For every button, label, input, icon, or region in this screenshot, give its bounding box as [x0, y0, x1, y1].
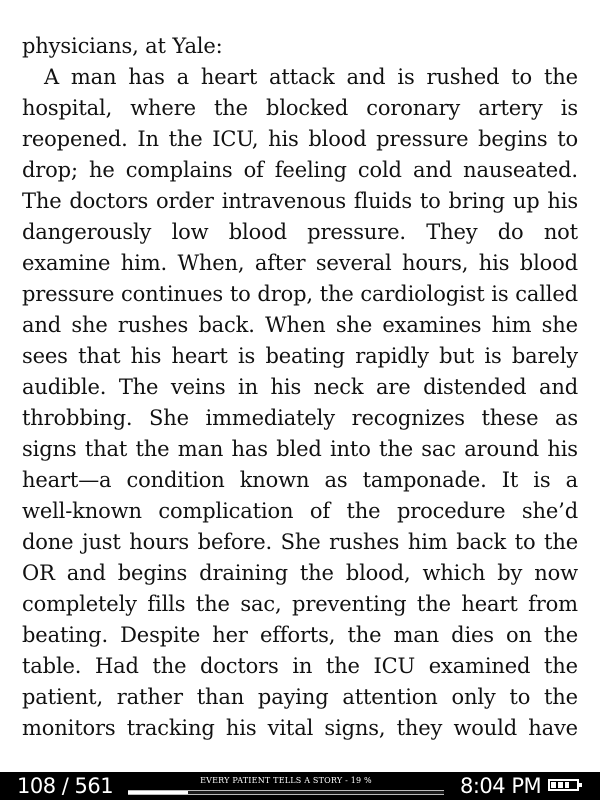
text-word: his	[478, 251, 510, 275]
text-word: heart	[461, 592, 518, 616]
text-word: Had	[94, 654, 139, 678]
text-word: around	[464, 437, 540, 461]
text-word: and	[538, 375, 578, 399]
text-line	[22, 651, 578, 682]
text-word: a	[565, 468, 578, 492]
text-word: rushes	[329, 530, 400, 554]
text-word: examined	[428, 654, 531, 678]
text-word: rushes	[117, 313, 189, 337]
text-word: sees	[22, 344, 68, 368]
text-line	[22, 124, 578, 155]
text-line	[22, 310, 578, 341]
text-line	[22, 465, 578, 496]
text-word: efforts,	[259, 623, 336, 647]
text-line	[22, 372, 578, 403]
text-word: artery	[478, 96, 543, 120]
text-word: the	[347, 623, 382, 647]
text-word: the	[325, 654, 360, 678]
text-word: vital	[267, 716, 314, 740]
text-line	[22, 713, 578, 744]
text-word: physicians, at Yale:	[22, 34, 223, 58]
text-word: procedure	[396, 499, 506, 523]
text-word: neck	[313, 375, 364, 399]
battery-icon	[548, 779, 579, 791]
text-word: the	[319, 282, 354, 306]
text-word: the	[168, 127, 203, 151]
text-word: is	[484, 344, 502, 368]
text-word: blood,	[345, 561, 411, 585]
status-bar	[0, 772, 600, 800]
text-word: would	[453, 716, 518, 740]
battery-cap	[579, 783, 582, 787]
text-word: ICU	[373, 654, 416, 678]
text-word: A	[44, 65, 60, 89]
text-word: man	[70, 65, 117, 89]
text-word: and	[66, 561, 106, 585]
text-word: have	[528, 716, 578, 740]
text-line	[22, 186, 578, 217]
text-word: the	[299, 561, 334, 585]
text-word: coronary	[366, 96, 461, 120]
text-word: signs	[22, 437, 77, 461]
text-word: the	[213, 96, 248, 120]
text-word: as	[324, 468, 348, 492]
page-text	[22, 31, 578, 744]
text-line	[22, 248, 578, 279]
text-line	[22, 527, 578, 558]
text-word: begins	[117, 561, 188, 585]
text-line	[22, 496, 578, 527]
text-word: well-known	[22, 499, 142, 523]
text-word: throbbing.	[22, 406, 133, 430]
text-word: beating.	[22, 623, 108, 647]
text-word: man	[177, 437, 224, 461]
text-word: tracking	[126, 716, 215, 740]
text-word: to	[229, 282, 251, 306]
text-word: When	[265, 313, 326, 337]
text-word: of	[309, 499, 330, 523]
text-word: is	[491, 282, 509, 306]
text-word: drop,	[257, 282, 313, 306]
text-word: the	[195, 592, 230, 616]
text-line	[22, 279, 578, 310]
text-line	[22, 217, 578, 248]
text-word: the	[544, 685, 578, 709]
text-word: dies	[451, 623, 494, 647]
text-word: signs,	[324, 716, 386, 740]
text-word: he	[89, 158, 115, 182]
text-word: to	[509, 685, 531, 709]
battery-cell	[558, 782, 563, 788]
battery-cell	[565, 782, 570, 788]
text-word: are	[376, 375, 411, 399]
text-word: the	[379, 437, 413, 461]
text-word: doctors	[69, 189, 149, 213]
text-word: has	[128, 65, 165, 89]
text-word: pressure	[22, 282, 115, 306]
text-word: to	[514, 530, 536, 554]
text-word: known	[239, 468, 310, 492]
progress-bar	[128, 790, 444, 795]
text-line	[22, 93, 578, 124]
battery-cell	[551, 782, 556, 788]
text-word: to	[419, 189, 441, 213]
text-word: sac,	[240, 592, 282, 616]
text-word: doctors	[199, 654, 279, 678]
text-word: rapidly	[355, 344, 429, 368]
text-word: blood	[519, 251, 578, 275]
text-word: his	[130, 344, 162, 368]
text-word: begins	[478, 127, 548, 151]
text-word: in	[292, 654, 313, 678]
text-word: before.	[197, 530, 273, 554]
text-word: draining	[199, 561, 288, 585]
text-line	[22, 403, 578, 434]
text-word: where	[130, 96, 196, 120]
text-word: done	[22, 530, 74, 554]
text-word: sac	[421, 437, 456, 461]
text-word: that	[84, 437, 128, 461]
text-word: reopened.	[22, 127, 128, 151]
text-word: from	[528, 592, 578, 616]
text-word: do	[497, 220, 524, 244]
text-word: audible.	[22, 375, 107, 399]
text-word: blood	[308, 127, 367, 151]
text-word: table.	[22, 654, 82, 678]
text-word: heart	[200, 65, 258, 89]
text-word: of	[243, 158, 264, 182]
text-word: man	[393, 623, 440, 647]
text-word: It	[501, 468, 519, 492]
text-word: his	[547, 437, 578, 461]
text-word: into	[329, 437, 371, 461]
text-word: examines	[382, 313, 482, 337]
text-word: In	[137, 127, 159, 151]
text-word: distended	[423, 375, 527, 399]
text-word: preventing	[292, 592, 407, 616]
text-word: and	[346, 65, 386, 89]
text-word: blood	[228, 220, 287, 244]
text-line	[22, 341, 578, 372]
text-line	[22, 558, 578, 589]
text-word: that	[78, 344, 121, 368]
text-word: the	[346, 499, 381, 523]
text-line	[22, 434, 578, 465]
text-word: OR	[22, 561, 55, 585]
text-word: his	[268, 127, 299, 151]
text-word: back	[456, 530, 507, 554]
text-line	[22, 155, 578, 186]
text-word: is	[237, 344, 256, 368]
text-word: dangerously	[22, 220, 152, 244]
text-word: order	[155, 189, 214, 213]
text-word: fills	[147, 592, 186, 616]
text-word: bled	[276, 437, 322, 461]
text-word: as	[554, 406, 578, 430]
text-line	[22, 682, 578, 713]
text-word: she	[541, 313, 578, 337]
text-word: ICU,	[212, 127, 259, 151]
text-word: When,	[177, 251, 245, 275]
text-word: rather	[116, 685, 183, 709]
text-word: beating	[265, 344, 345, 368]
text-word: him	[491, 313, 532, 337]
clock: 8:04 PM	[460, 774, 542, 798]
text-word: now	[534, 561, 578, 585]
text-word: the	[152, 654, 187, 678]
text-word: hours,	[402, 251, 469, 275]
text-word: her	[212, 623, 248, 647]
text-word: the	[543, 65, 578, 89]
text-word: has	[231, 437, 268, 461]
text-word: fluids	[353, 189, 412, 213]
text-word: complains	[125, 158, 233, 182]
text-word: his	[270, 375, 302, 399]
text-word: pressure	[376, 127, 469, 151]
text-word: patient,	[22, 685, 103, 709]
text-word: hours	[129, 530, 190, 554]
text-line	[22, 620, 578, 651]
text-word: she	[335, 313, 373, 337]
text-word: after	[254, 251, 306, 275]
text-word: called	[515, 282, 578, 306]
text-word: the	[544, 623, 578, 647]
text-word: attention	[342, 685, 438, 709]
text-word: complication	[158, 499, 294, 523]
text-word: just	[82, 530, 121, 554]
text-word: heart	[171, 344, 228, 368]
book-title-progress-label: EVERY PATIENT TELLS A STORY - 19 %	[200, 776, 372, 785]
text-word: barely	[511, 344, 578, 368]
text-word: the	[544, 530, 578, 554]
text-word: is	[533, 468, 551, 492]
text-word: pressure.	[307, 220, 406, 244]
text-word: completely	[22, 592, 137, 616]
text-word: she	[71, 313, 108, 337]
text-word: which	[422, 561, 486, 585]
page-count: 108 / 561	[17, 774, 114, 798]
text-word: is	[560, 96, 578, 120]
text-word: on	[506, 623, 532, 647]
text-word: to	[557, 127, 578, 151]
text-word: veins	[170, 375, 226, 399]
text-word: paying	[257, 685, 329, 709]
text-word: The	[118, 375, 159, 399]
text-word: attack	[269, 65, 335, 89]
text-word: back.	[198, 313, 255, 337]
text-word: intravenous	[221, 189, 347, 213]
text-word: up	[512, 189, 540, 213]
text-word: examine	[22, 251, 111, 275]
text-word: the	[135, 437, 170, 461]
text-word: cold	[357, 158, 402, 182]
text-word: him	[407, 530, 448, 554]
text-word: tamponade.	[362, 468, 487, 492]
text-word: she’d	[521, 499, 578, 523]
text-word: heart—a	[22, 468, 112, 492]
text-word: She	[149, 406, 189, 430]
text-word: The	[22, 189, 62, 213]
text-word: rushed	[426, 65, 500, 89]
text-word: the	[416, 592, 451, 616]
text-word: low	[171, 220, 209, 244]
text-word: several	[315, 251, 392, 275]
text-word: nauseated.	[463, 158, 578, 182]
text-word: they	[396, 716, 443, 740]
text-word: recognizes	[351, 406, 465, 430]
text-word: and	[22, 313, 62, 337]
text-word: these	[481, 406, 539, 430]
text-word: not	[543, 220, 578, 244]
text-word: They	[426, 220, 478, 244]
text-line	[22, 62, 578, 93]
text-word: cardiologist	[360, 282, 485, 306]
text-word: by	[497, 561, 523, 585]
text-word: the	[543, 654, 578, 678]
text-line	[22, 589, 578, 620]
text-word: him.	[120, 251, 168, 275]
text-word: his	[547, 189, 578, 213]
progress-bar-fill	[128, 791, 188, 794]
text-word: feeling	[274, 158, 347, 182]
text-word: in	[238, 375, 258, 399]
text-word: hospital,	[22, 96, 113, 120]
text-word: She	[280, 530, 321, 554]
text-word: immediately	[205, 406, 335, 430]
text-word: his	[225, 716, 257, 740]
text-word: to	[511, 65, 533, 89]
text-word: but	[439, 344, 475, 368]
text-word: drop;	[22, 158, 78, 182]
text-word: monitors	[22, 716, 116, 740]
text-word: bring	[448, 189, 505, 213]
text-word: condition	[126, 468, 225, 492]
reading-progress	[128, 776, 444, 796]
text-word: blocked	[266, 96, 349, 120]
text-line	[22, 31, 578, 62]
text-word: Despite	[120, 623, 201, 647]
text-word: and	[412, 158, 453, 182]
text-word: than	[196, 685, 245, 709]
text-word: a	[176, 65, 189, 89]
text-word: is	[397, 65, 415, 89]
text-word: only	[451, 685, 496, 709]
text-word: continues	[121, 282, 224, 306]
